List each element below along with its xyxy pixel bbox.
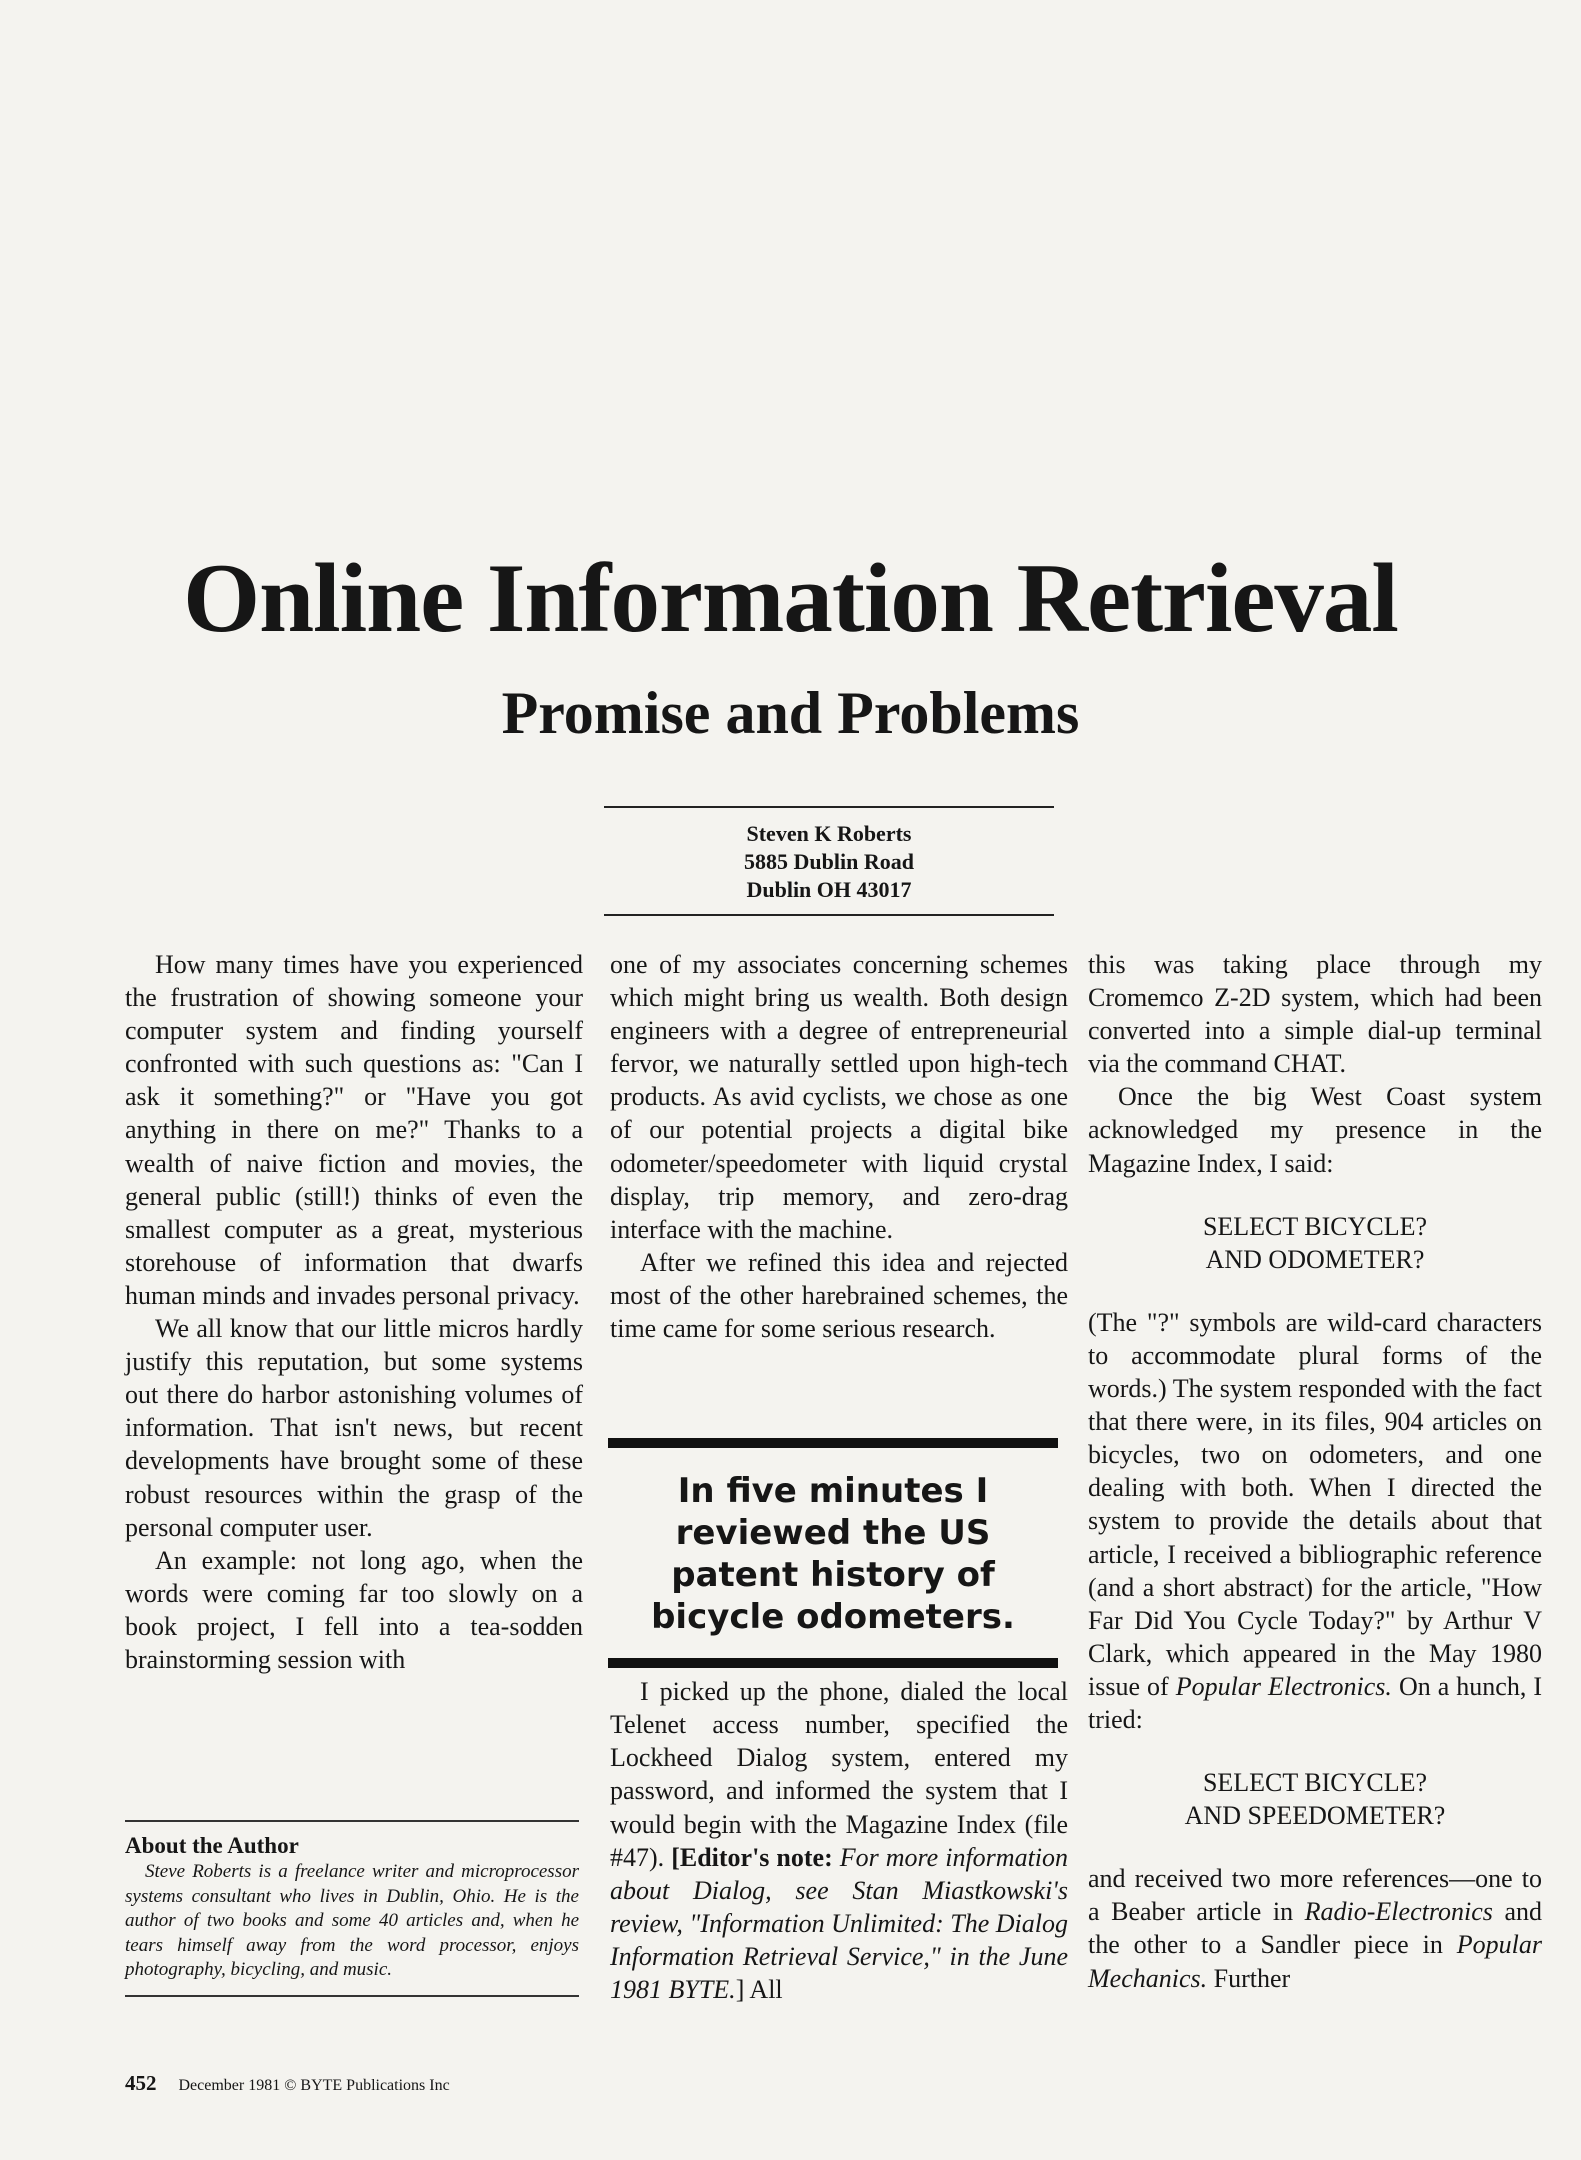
query-line: SELECT BICYCLE? xyxy=(1202,1211,1428,1241)
paragraph-text: I picked up the phone, dialed the local Telenet access number, specified the Lockheed Dialog system, entered my password, and informed the system that I would begin with the Magazine Index (file #47). xyxy=(610,1677,1068,1872)
pull-quote: In five minutes I reviewed the US patent history of bicycle odometers. xyxy=(608,1438,1058,1668)
about-the-author-box xyxy=(125,1820,579,1997)
paragraph-tail: ] All xyxy=(735,1974,783,2004)
paragraph xyxy=(610,1675,1068,2006)
paragraph: How many times have you experienced the frustration of showing someone your computer system and finding yourself confronted with such questions as: "Can I ask it something?" or "Have you got anything in there on me?" Thanks to a wealth of naive fiction and movies, the general public (still!) thinks of even the smallest computer as a great, mysterious storehouse of information that dwarfs human minds and invades personal privacy. xyxy=(125,950,583,1310)
column-1 xyxy=(125,948,583,1676)
editors-note-label: [Editor's note: xyxy=(671,1842,833,1872)
author-street: 5885 Dublin Road xyxy=(744,849,914,874)
about-the-author-text: Steve Roberts is a freelance writer and microprocessor systems consultant who lives in Dublin, Ohio. He is the author of two books and some 40 articles and, when he tears himself away from the word processor, enjoys photography, bicycling, and music. xyxy=(125,1861,579,1981)
author-city: Dublin OH 43017 xyxy=(746,877,912,902)
paragraph-text: On a hunch, I tried: xyxy=(1088,1671,1543,1734)
publication-title: Popular Electronics. xyxy=(1175,1671,1392,1701)
query-line: SELECT BICYCLE? xyxy=(1202,1768,1428,1798)
column-3 xyxy=(1088,948,1542,1995)
page-footer xyxy=(125,2072,450,2097)
paragraph: After we refined this idea and rejected most of the other harebrained schemes, the time came for some serious research. xyxy=(610,1247,1068,1344)
article-title: Online Information Retrieval xyxy=(183,544,1398,653)
article-subtitle: Promise and Problems xyxy=(501,680,1080,746)
query-block-1 xyxy=(1088,1210,1542,1276)
paragraph-text: Further xyxy=(1213,1963,1291,1993)
about-the-author-heading: About the Author xyxy=(125,1833,299,1858)
editors-note-text: For more information about Dialog, see Stan Miastkowski's review, "Information Unlimited: The Dialog Information Retrieval Service," in the June 1981 BYTE. xyxy=(610,1842,1069,2004)
author-name: Steven K Roberts xyxy=(746,821,912,846)
query-line: AND ODOMETER? xyxy=(1205,1244,1425,1274)
paragraph-text: (The "?" symbols are wild-card characters to accommodate plural forms of the words.) The system responded with the fact that there were, in its files, 904 articles on bicycles, two on odometers, and one dealing with both. When I directed the system to provide the details about that article, I received a bibliographic reference (and a short abstract) for the article, "How Far Did You Cycle Today?" by Arthur V Clark, which appeared in the May 1980 issue of xyxy=(1088,1307,1542,1701)
paragraph: Once the big West Coast system acknowledged my presence in the Magazine Index, I said: xyxy=(1088,1082,1542,1178)
paragraph: We all know that our little micros hardly justify this reputation, but some systems out there do harbor astonishing volumes of information. That isn't news, but recent developments have brought some of these robust resources within the grasp of the personal computer user. xyxy=(125,1314,583,1542)
paragraph: An example: not long ago, when the words were coming far too slowly on a book project, I fell into a tea-sodden brainstorming session with xyxy=(125,1545,583,1674)
byline xyxy=(604,806,1054,916)
paragraph: this was taking place through my Cromemco Z-2D system, which had been converted into a simple dial-up terminal via the command CHAT. xyxy=(1088,950,1542,1079)
publication-title: Radio-Electronics xyxy=(1304,1897,1493,1927)
query-line: AND SPEEDOMETER? xyxy=(1184,1801,1446,1831)
paragraph-text: and the other to a Sandler piece in xyxy=(1088,1897,1542,1960)
publication-title: Popular Mechanics. xyxy=(1088,1930,1542,1993)
paragraph xyxy=(1088,1862,1542,1994)
paragraph xyxy=(1088,1306,1542,1736)
paragraph-text: and received two more references—one to a Beaber article in xyxy=(1088,1864,1542,1927)
paragraph: one of my associates concerning schemes which might bring us wealth. Both design engineers with a degree of entrepreneurial fervor, we naturally settled upon high-tech products. As avid cyclists, we chose as one of our potential projects a digital bike odometer/speedometer with liquid crystal display, trip memory, and zero-drag interface with the machine. xyxy=(610,950,1068,1244)
publication-credit: December 1981 © BYTE Publications Inc xyxy=(178,2077,450,2094)
query-block-2 xyxy=(1088,1766,1542,1832)
page-number: 452 xyxy=(125,2071,157,2095)
